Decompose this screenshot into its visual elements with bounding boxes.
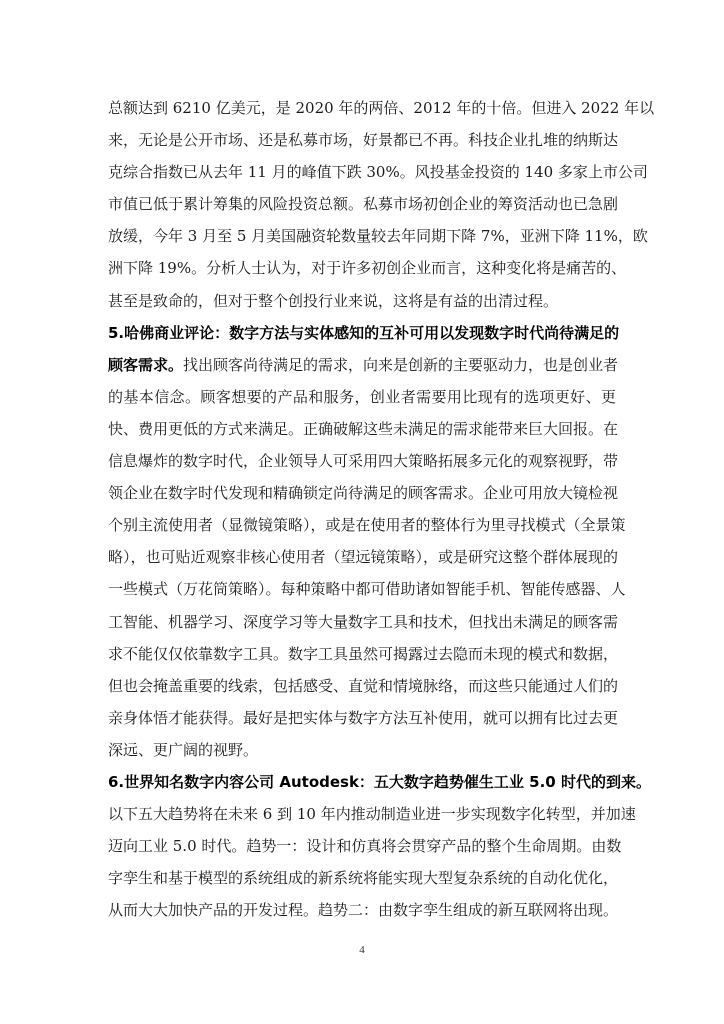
- page-number: 4: [359, 944, 365, 956]
- text-line: 克综合指数已从去年 11 月的峰值下跌 30%。风投基金投资的 140 多家上市公司: [108, 163, 648, 182]
- section-heading: 5.哈佛商业评论：数字方法与实体感知的互补可用以发现数字时代尚待满足的: [108, 323, 620, 342]
- text-line: 一些模式（万花筒策略）。每种策略中都可借助诸如智能手机、智能传感器、人: [108, 580, 626, 599]
- text-line: [108, 349, 619, 381]
- text-line: 迈向工业 5.0 时代。趋势一：设计和仿真将会贯穿产品的整个生命周期。由数: [108, 837, 622, 856]
- text-line: 从而大大加快产品的开发过程。趋势二：由数字孪生组成的新互联网将出现。: [108, 901, 619, 920]
- section-heading-continuation: 顾客需求。: [108, 355, 184, 374]
- text-line: 深远、更广阔的视野。: [108, 740, 259, 759]
- section-5-harvard: [108, 317, 626, 766]
- section-6-autodesk: [108, 766, 651, 926]
- document-body: [108, 92, 655, 926]
- section-heading: 6.世界知名数字内容公司 Autodesk：五大数字趋势催生工业 5.0 时代的到来。: [108, 772, 651, 791]
- text-line: 洲下降 19%。分析人士认为，对于许多初创企业而言，这种变化将是痛苦的、: [108, 259, 627, 278]
- text-line: 略），也可贴近观察非核心使用者（望远镜策略），或是研究这整个群体展现的: [108, 548, 619, 567]
- text-line: 工智能、机器学习、深度学习等大量数字工具和技术，但找出未满足的顾客需: [108, 612, 619, 631]
- text-line: 市值已低于累计筹集的风险投资总额。私募市场初创企业的筹资活动也已急剧: [108, 195, 619, 214]
- text-line: 快、费用更低的方式来满足。正确破解这些未满足的需求能带来巨大回报。在: [108, 419, 619, 438]
- text-line: 但也会掩盖重要的线索，包括感受、直觉和情境脉络，而这些只能通过人们的: [108, 676, 619, 695]
- text-line: 求不能仅仅依靠数字工具。数字工具虽然可揭露过去隐而未现的模式和数据，: [108, 644, 619, 663]
- text-line: 的基本信念。顾客想要的产品和服务，创业者需要用比现有的选项更好、更: [108, 387, 616, 406]
- text-line: 信息爆炸的数字时代，企业领导人可采用四大策略拓展多元化的观察视野，带: [108, 452, 619, 471]
- text-line: 以下五大趋势将在未来 6 到 10 年内推动制造业进一步实现数字化转型，并加速: [108, 805, 636, 824]
- text-line: 字孪生和基于模型的系统组成的新系统将能实现大型复杂系统的自动化优化，: [108, 869, 619, 888]
- text-line: 个别主流使用者（显微镜策略），或是在使用者的整体行为里寻找模式（全景策: [108, 516, 626, 535]
- text-line: 放缓，今年 3 月至 5 月美国融资轮数量较去年同期下降 7%，亚洲下降 11%，欧: [108, 227, 648, 246]
- text-line: 亲身体悟才能获得。最好是把实体与数字方法互补使用，就可以拥有比过去更: [108, 708, 619, 727]
- text-line: 甚至是致命的，但对于整个创投行业来说，这将是有益的出清过程。: [108, 291, 559, 310]
- text-line: 领企业在数字时代发现和精确锁定尚待满足的顾客需求。企业可用放大镜检视: [108, 484, 619, 503]
- text-line: 来，无论是公开市场、还是私募市场，好景都已不再。科技企业扎堆的纳斯达: [108, 131, 619, 150]
- text-segment: 找出顾客尚待满足的需求，向来是创新的主要驱动力，也是创业者: [183, 355, 619, 374]
- text-line: 总额达到 6210 亿美元，是 2020 年的两倍、2012 年的十倍。但进入 2022 年以: [108, 99, 655, 117]
- paragraph-funding-decline: [108, 92, 655, 317]
